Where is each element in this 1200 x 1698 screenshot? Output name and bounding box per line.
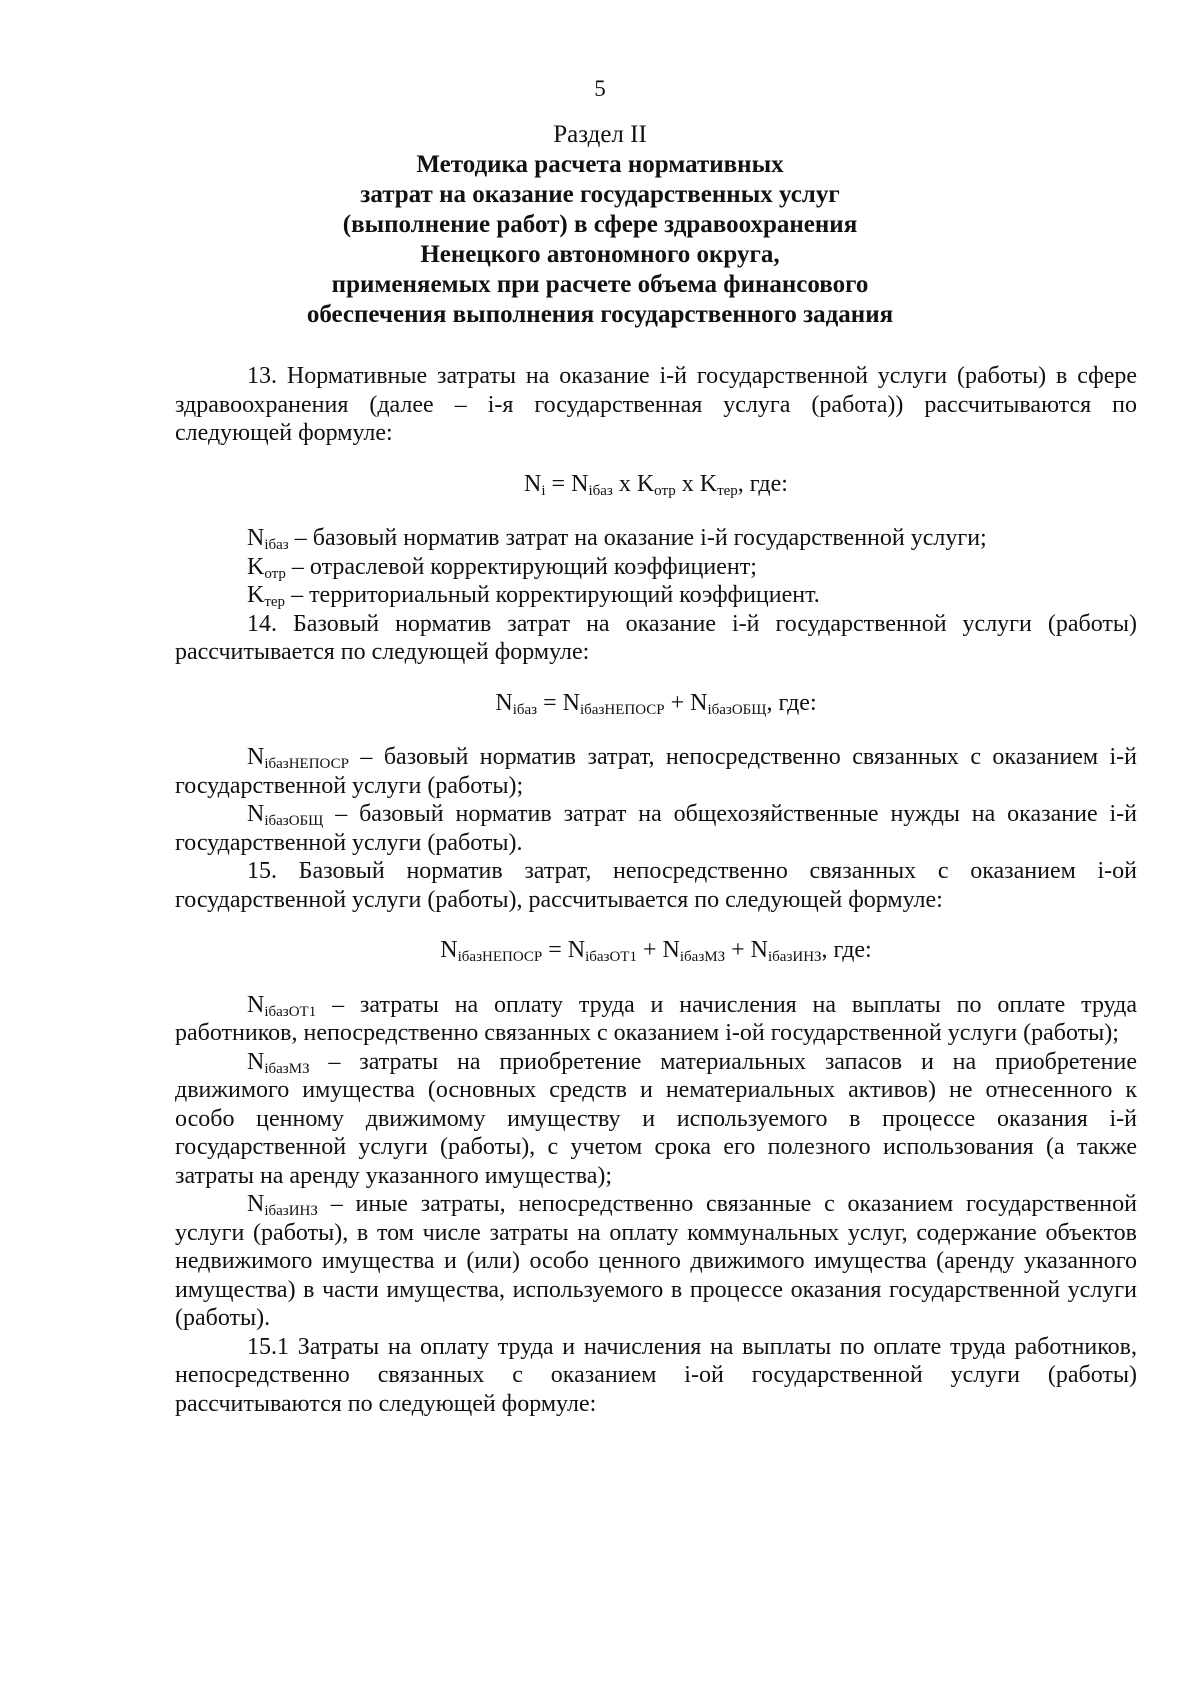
definition-labor-cost: $N_{iбазОТ1}$ – затраты на оплату труда и начисления на выплаты по оплате труда работников, непосредственно связанных с оказанием i-ой государственной услуги (работы);	[175, 991, 1137, 1046]
definition-nibaz: $N_{iбаз}$ – базовый норматив затрат на оказание i-й государственной услуги;	[247, 525, 987, 553]
definition-direct-cost: $N_{iбазНЕПОСР}$ – базовый норматив затрат, непосредственно связанных с оказанием i-й государственной услуги (работы);	[175, 744, 1137, 799]
section-title: Раздел II	[553, 121, 647, 148]
definition-kotr: $K_{отр}$ – отраслевой корректирующий коэффициент;	[247, 553, 757, 582]
definition-kter: $K_{тер}$ – территориальный корректирующий коэффициент.	[247, 582, 820, 610]
formula-direct-cost: $N_{iбазНЕПОСР} = N_{iбазОТ1} + N_{iбазМЗ} + N_{iбазИНЗ}$, где:	[440, 937, 872, 965]
heading-line: затрат на оказание государственных услуг	[360, 181, 840, 208]
formula-total-cost: $N_i = N_{iбаз}$ x $K_{отр}$ x $K_{тер}$, где:	[524, 470, 788, 499]
heading-line: Методика расчета нормативных	[416, 151, 784, 178]
definition-general-cost: $N_{iбазОБЩ}$ – базовый норматив затрат на общехозяйственные нужды на оказание i-й государственной услуги (работы).	[175, 801, 1137, 856]
document-body	[175, 362, 1137, 1418]
page-number: 5	[594, 76, 606, 101]
section-heading	[150, 120, 1050, 330]
heading-line: (выполнение работ) в сфере здравоохранения	[342, 211, 858, 238]
heading-line: обеспечения выполнения государственного задания	[306, 301, 894, 328]
paragraph-13: 13. Нормативные затраты на оказание i-й государственной услуги (работы) в сфере здравоохранения (далее – i-я государственная услуга (работа)) рассчитываются по следующей формуле:	[175, 363, 1137, 446]
heading-line: Ненецкого автономного округа,	[420, 241, 780, 268]
paragraph-15: 15. Базовый норматив затрат, непосредственно связанных с оказанием i-ой государственной услуги (работы), рассчитывается по следующей формуле:	[175, 858, 1137, 913]
formula-base-cost: $N_{iбаз} = N_{iбазНЕПОСР} + N_{iбазОБЩ}$, где:	[495, 689, 817, 718]
heading-line: применяемых при расчете объема финансового	[331, 271, 869, 298]
paragraph-15-1: 15.1 Затраты на оплату труда и начисления на выплаты по оплате труда работников, непосредственно связанных с оказанием i-ой государственной услуги (работы) рассчитываются по следующей формуле:	[175, 1333, 1137, 1417]
paragraph-14: 14. Базовый норматив затрат на оказание i-й государственной услуги (работы) рассчитывается по следующей формуле:	[175, 610, 1137, 665]
definition-materials-cost: $N_{iбазМЗ}$ – затраты на приобретение материальных запасов и на приобретение движимого имущества (основных средств и нематериальных активов) не отнесенного к особо ценному движимому имуществу и используемого в процессе оказания i-й государственной услуги (работы), с учетом срока его полезного использования (а также затраты на аренду указанного имущества);	[175, 1048, 1137, 1189]
definition-other-cost: $N_{iбазИНЗ}$ – иные затраты, непосредственно связанные с оказанием государственной услуги (работы), в том числе затраты на оплату коммунальных услуг, содержание объектов недвижимого имущества и (или) особо ценного движимого имущества (аренду указанного имущества) в части имущества, используемого в процессе оказания государственной услуги (работы).	[175, 1191, 1137, 1331]
